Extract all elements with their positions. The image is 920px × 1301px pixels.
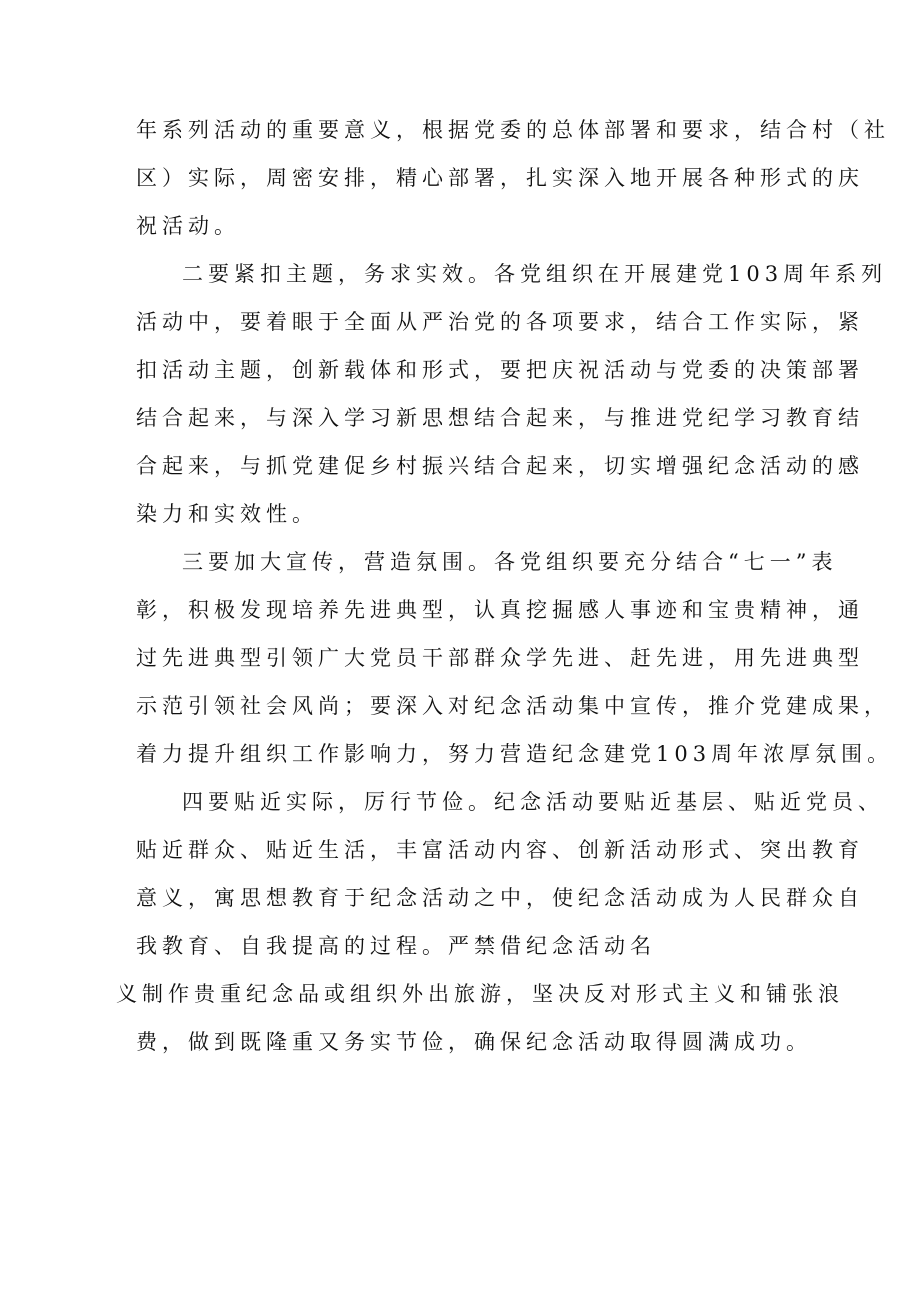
- paragraph-start-line: 二要紧扣主题，务求实效。各党组织在开展建党103周年系列: [182, 262, 888, 286]
- text-line: 结合起来，与深入学习新思想结合起来，与推进党纪学习教育结: [136, 406, 864, 430]
- text-line: 示范引领社会风尚；要深入对纪念活动集中宣传，推介党建成果，: [136, 694, 890, 718]
- text-line: 活动中，要着眼于全面从严治党的各项要求，结合工作实际，紧: [136, 310, 864, 334]
- text-line: 祝活动。: [136, 214, 240, 238]
- text-line: 我教育、自我提高的过程。严禁借纪念活动名: [136, 934, 656, 958]
- text-line: 贴近群众、贴近生活，丰富活动内容、创新活动形式、突出教育: [136, 838, 864, 862]
- text-line: 年系列活动的重要意义，根据党委的总体部署和要求，结合村（社: [136, 118, 890, 142]
- text-line: 染力和实效性。: [136, 502, 318, 526]
- paragraph-start-line: 三要加大宣传，营造氛围。各党组织要充分结合“七一”表: [182, 550, 838, 574]
- text-line: 着力提升组织工作影响力，努力营造纪念建党103周年浓厚氛围。: [136, 742, 894, 766]
- text-line: 费，做到既隆重又务实节俭，确保纪念活动取得圆满成功。: [136, 1030, 812, 1054]
- text-line: 彰，积极发现培养先进典型，认真挖掘感人事迹和宝贵精神，通: [136, 598, 864, 622]
- text-line: 过先进典型引领广大党员干部群众学先进、赶先进，用先进典型: [136, 646, 864, 670]
- text-line: 合起来，与抓党建促乡村振兴结合起来，切实增强纪念活动的感: [136, 454, 864, 478]
- text-line: 区）实际，周密安排，精心部署，扎实深入地开展各种形式的庆: [136, 166, 864, 190]
- text-line: 意义，寓思想教育于纪念活动之中，使纪念活动成为人民群众自: [136, 886, 864, 910]
- text-line: 扣活动主题，创新载体和形式，要把庆祝活动与党委的决策部署: [136, 358, 864, 382]
- paragraph-start-line: 四要贴近实际，厉行节俭。纪念活动要贴近基层、贴近党员、: [182, 790, 884, 814]
- text-line: 义制作贵重纪念品或组织外出旅游，坚决反对形式主义和铺张浪: [116, 982, 844, 1006]
